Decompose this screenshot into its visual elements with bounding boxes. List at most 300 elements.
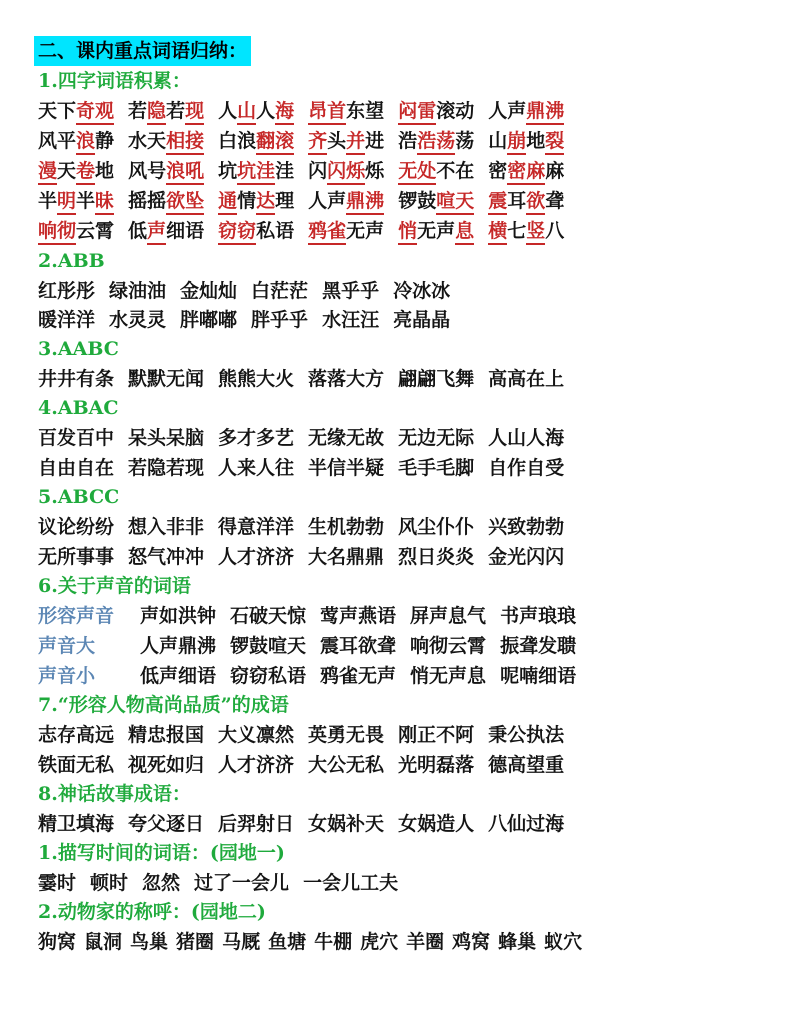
highlighted-chars: 声 (147, 220, 166, 245)
plain-chars: 私语 (256, 220, 295, 242)
plain-chars: 默默无闻 (128, 368, 205, 390)
plain-chars: 精忠报国 (128, 724, 205, 746)
word-entry (320, 601, 396, 631)
highlighted-chars: 昧 (95, 190, 114, 215)
word-entry (142, 868, 180, 898)
word-row (38, 96, 564, 126)
plain-chars: 想入非非 (128, 516, 205, 538)
word-row (38, 156, 564, 186)
plain-chars: 顿时 (90, 872, 129, 894)
plain-chars: 金光闪闪 (488, 546, 565, 568)
word-entry (410, 601, 486, 631)
word-entry (500, 601, 576, 631)
plain-chars: 洼 (275, 160, 295, 182)
word-entry (218, 542, 294, 572)
word-entry (38, 276, 95, 306)
plain-chars: 百发百中 (38, 427, 115, 449)
word-row (38, 601, 576, 631)
highlighted-chars: 喧天 (436, 190, 474, 215)
word-entry (128, 423, 204, 453)
word-entry (38, 364, 114, 394)
plain-chars: 风号 (128, 160, 167, 182)
plain-chars: 锣鼓喧天 (230, 635, 307, 657)
word-entry (398, 750, 474, 780)
plain-chars: 鼠洞 (84, 931, 123, 953)
word-row (38, 186, 564, 216)
highlighted-chars: 漫 (38, 160, 57, 185)
word-entry (180, 276, 237, 306)
word-entry (218, 216, 294, 246)
word-row (38, 868, 398, 898)
plain-chars: 八仙过海 (488, 813, 565, 835)
word-entry (308, 453, 384, 483)
plain-chars: 低声细语 (140, 665, 217, 687)
plain-chars: 铁面无私 (38, 754, 115, 776)
section-heading: 2.动物家的称呼：(园地二) (38, 901, 266, 923)
word-entry (38, 927, 76, 957)
plain-chars: 一会儿工夫 (303, 872, 399, 894)
word-row (38, 126, 564, 156)
plain-chars: 胖嘟嘟 (180, 309, 238, 331)
plain-chars: 志存高远 (38, 724, 115, 746)
highlighted-chars: 闪烁 (327, 160, 365, 185)
word-entry (308, 156, 384, 186)
plain-chars: 天 (57, 160, 77, 182)
word-entry (38, 868, 76, 898)
word-entry (488, 364, 564, 394)
word-entry (218, 720, 294, 750)
word-entry (488, 186, 564, 216)
highlighted-chars: 相接 (166, 130, 204, 155)
word-entry (314, 927, 352, 957)
plain-chars: 悄无声息 (410, 665, 487, 687)
highlighted-chars: 悄 (398, 220, 417, 245)
plain-chars: 女娲补天 (308, 813, 385, 835)
word-row (38, 305, 450, 335)
word-entry (128, 96, 204, 126)
plain-chars: 无边无际 (398, 427, 475, 449)
plain-chars: 细语 (166, 220, 205, 242)
plain-chars: 半 (76, 190, 96, 212)
word-entry (488, 96, 564, 126)
word-entry (308, 720, 384, 750)
plain-chars: 绿油油 (109, 280, 167, 302)
word-row (38, 750, 564, 780)
plain-chars: 落落大方 (308, 368, 385, 390)
word-entry (398, 126, 474, 156)
plain-chars: 浩 (398, 130, 418, 152)
highlighted-chars: 卷 (76, 160, 95, 185)
plain-chars: 自由自在 (38, 457, 115, 479)
word-row (38, 542, 564, 572)
plain-chars: 红彤彤 (38, 280, 96, 302)
word-row (38, 216, 564, 246)
word-row (38, 512, 564, 542)
word-entry (38, 156, 114, 186)
word-entry (452, 927, 490, 957)
plain-chars: 风平 (38, 130, 77, 152)
plain-chars: 风尘仆仆 (398, 516, 475, 538)
plain-chars: 静 (95, 130, 115, 152)
section-heading: 7.“形容人物高尚品质”的成语 (38, 694, 289, 716)
word-entry (488, 126, 564, 156)
word-row (38, 631, 576, 661)
word-entry (488, 216, 564, 246)
word-entry (128, 512, 204, 542)
word-row (38, 364, 564, 394)
plain-chars: 半信半疑 (308, 457, 385, 479)
word-entry (410, 661, 486, 691)
plain-chars: 密 (488, 160, 508, 182)
word-entry (38, 809, 114, 839)
highlighted-chars: 现 (185, 100, 204, 125)
word-entry (488, 809, 564, 839)
highlighted-chars: 山 (237, 100, 256, 125)
highlighted-chars: 浪吼 (166, 160, 204, 185)
word-entry (398, 720, 474, 750)
highlighted-chars: 鼎沸 (346, 190, 384, 215)
plain-chars: 暖洋洋 (38, 309, 96, 331)
word-entry (308, 186, 384, 216)
plain-chars: 牛棚 (314, 931, 353, 953)
plain-chars: 人才济济 (218, 754, 295, 776)
highlighted-chars: 息 (455, 220, 474, 245)
word-entry (140, 661, 216, 691)
plain-chars: 理 (275, 190, 295, 212)
highlighted-chars: 奇观 (76, 100, 114, 125)
plain-chars: 水天 (128, 130, 167, 152)
word-entry (128, 750, 204, 780)
word-entry (322, 305, 379, 335)
word-entry (398, 809, 474, 839)
section-heading: 5.ABCC (38, 486, 120, 508)
highlighted-chars: 浪 (76, 130, 95, 155)
plain-chars: 精卫填海 (38, 813, 115, 835)
highlighted-chars: 昂首 (308, 100, 346, 125)
plain-chars: 兴致勃勃 (488, 516, 565, 538)
plain-chars: 若 (166, 100, 186, 122)
word-row (38, 927, 582, 957)
section-heading: 1.四字词语积累： (38, 70, 191, 92)
section-heading: 8.神话故事成语： (38, 783, 191, 805)
word-entry (180, 305, 237, 335)
plain-chars: 七 (507, 220, 527, 242)
plain-chars: 英勇无畏 (308, 724, 385, 746)
word-entry (398, 96, 474, 126)
word-entry (140, 631, 216, 661)
plain-chars: 白茫茫 (251, 280, 309, 302)
word-entry (218, 186, 294, 216)
word-row (38, 453, 564, 483)
plain-chars: 猪圈 (176, 931, 215, 953)
word-entry (303, 868, 398, 898)
plain-chars: 羊圈 (406, 931, 445, 953)
word-entry (218, 423, 294, 453)
plain-chars: 水灵灵 (109, 309, 167, 331)
word-row (38, 276, 450, 306)
plain-chars: 亮晶晶 (393, 309, 451, 331)
plain-chars: 呢喃细语 (500, 665, 577, 687)
row-label: 声音小 (38, 665, 96, 687)
word-entry (498, 927, 536, 957)
word-entry (38, 186, 114, 216)
word-entry (393, 305, 450, 335)
plain-chars: 半 (38, 190, 58, 212)
word-row (38, 720, 564, 750)
word-entry (230, 661, 306, 691)
plain-chars: 胖乎乎 (251, 309, 309, 331)
plain-chars: 鸦雀无声 (320, 665, 397, 687)
word-entry (268, 927, 306, 957)
word-entry (218, 96, 294, 126)
plain-chars: 自作自受 (488, 457, 565, 479)
plain-chars: 无声 (417, 220, 456, 242)
word-entry (230, 601, 306, 631)
section-heading: 3.AABC (38, 338, 119, 360)
word-entry (128, 364, 204, 394)
word-entry (500, 661, 576, 691)
word-row (38, 661, 576, 691)
plain-chars: 烁 (365, 160, 385, 182)
plain-chars: 刚正不阿 (398, 724, 475, 746)
plain-chars: 后羿射日 (218, 813, 295, 835)
plain-chars: 闪 (308, 160, 328, 182)
word-entry (230, 631, 306, 661)
plain-chars: 人山人海 (488, 427, 565, 449)
plain-chars: 狗窝 (38, 931, 77, 953)
plain-chars: 鸡窝 (452, 931, 491, 953)
plain-chars: 不在 (436, 160, 475, 182)
word-entry (218, 364, 294, 394)
plain-chars: 若 (128, 100, 148, 122)
word-entry (308, 216, 384, 246)
plain-chars: 金灿灿 (180, 280, 238, 302)
word-entry (128, 156, 204, 186)
plain-chars: 大义凛然 (218, 724, 295, 746)
plain-chars: 低 (128, 220, 148, 242)
word-entry (84, 927, 122, 957)
highlighted-chars: 闷雷 (398, 100, 436, 125)
word-entry (251, 276, 308, 306)
word-entry (488, 423, 564, 453)
word-entry (393, 276, 450, 306)
plain-chars: 振聋发聩 (500, 635, 577, 657)
plain-chars: 鸟巢 (130, 931, 169, 953)
highlighted-chars: 海 (275, 100, 294, 125)
word-entry (406, 927, 444, 957)
word-entry (38, 542, 114, 572)
plain-chars: 无缘无故 (308, 427, 385, 449)
plain-chars: 麻 (545, 160, 565, 182)
highlighted-chars: 欲 (526, 190, 545, 215)
word-entry (398, 512, 474, 542)
plain-chars: 蜂巢 (498, 931, 537, 953)
highlighted-chars: 隐 (147, 100, 166, 125)
word-entry (128, 542, 204, 572)
word-entry (38, 453, 114, 483)
plain-chars: 聋 (545, 190, 565, 212)
row-label: 形容声音 (38, 605, 115, 627)
word-entry (308, 126, 384, 156)
plain-chars: 烈日炎炎 (398, 546, 475, 568)
word-entry (488, 512, 564, 542)
plain-chars: 声如洪钟 (140, 605, 217, 627)
plain-chars: 荡 (455, 130, 475, 152)
plain-chars: 怒气冲冲 (128, 546, 205, 568)
word-entry (130, 927, 168, 957)
highlighted-chars: 欲坠 (166, 190, 204, 215)
plain-chars: 议论纷纷 (38, 516, 115, 538)
row-label: 声音大 (38, 635, 96, 657)
word-entry (360, 927, 398, 957)
word-entry (38, 96, 114, 126)
plain-chars: 虎穴 (360, 931, 399, 953)
word-entry (544, 927, 582, 957)
plain-chars: 翩翩飞舞 (398, 368, 475, 390)
plain-chars: 进 (365, 130, 385, 152)
word-row (38, 809, 564, 839)
highlighted-chars: 明 (57, 190, 76, 215)
plain-chars: 鱼塘 (268, 931, 307, 953)
plain-chars: 窃窃私语 (230, 665, 307, 687)
word-entry (38, 720, 114, 750)
word-entry (398, 216, 474, 246)
plain-chars: 人 (256, 100, 276, 122)
word-entry (176, 927, 214, 957)
plain-chars: 高高在上 (488, 368, 565, 390)
plain-chars: 得意洋洋 (218, 516, 295, 538)
highlighted-chars: 并 (346, 130, 365, 155)
plain-chars: 白浪 (218, 130, 257, 152)
word-entry (488, 720, 564, 750)
word-entry (488, 542, 564, 572)
highlighted-chars: 达 (256, 190, 275, 215)
plain-chars: 大公无私 (308, 754, 385, 776)
highlighted-chars: 鼎沸 (526, 100, 564, 125)
plain-chars: 坑 (218, 160, 238, 182)
plain-chars: 地 (526, 130, 546, 152)
word-entry (500, 631, 576, 661)
word-entry (398, 186, 474, 216)
word-entry (194, 868, 289, 898)
word-entry (398, 423, 474, 453)
highlighted-chars: 翻滚 (256, 130, 294, 155)
plain-chars: 摇摇 (128, 190, 167, 212)
highlighted-chars: 崩 (507, 130, 526, 155)
plain-chars: 秉公执法 (488, 724, 565, 746)
plain-chars: 人声 (308, 190, 347, 212)
highlighted-chars: 竖 (526, 220, 545, 245)
plain-chars: 马厩 (222, 931, 261, 953)
word-entry (38, 305, 95, 335)
plain-chars: 毛手毛脚 (398, 457, 475, 479)
word-entry (128, 126, 204, 156)
word-entry (488, 156, 564, 186)
word-entry (38, 126, 114, 156)
plain-chars: 忽然 (142, 872, 181, 894)
word-entry (128, 809, 204, 839)
word-entry (398, 453, 474, 483)
plain-chars: 地 (95, 160, 115, 182)
word-entry (218, 512, 294, 542)
word-entry (218, 453, 294, 483)
plain-chars: 蚁穴 (544, 931, 583, 953)
plain-chars: 头 (327, 130, 347, 152)
word-entry (90, 868, 128, 898)
highlighted-chars: 坑洼 (237, 160, 275, 185)
word-entry (308, 364, 384, 394)
highlighted-chars: 响彻 (38, 220, 76, 245)
word-entry (320, 631, 396, 661)
plain-chars: 书声琅琅 (500, 605, 577, 627)
plain-chars: 人 (218, 100, 238, 122)
word-entry (308, 542, 384, 572)
plain-chars: 过了一会儿 (194, 872, 290, 894)
word-row (38, 423, 564, 453)
word-entry (38, 423, 114, 453)
plain-chars: 滚动 (436, 100, 475, 122)
word-entry (218, 809, 294, 839)
plain-chars: 耳 (507, 190, 527, 212)
plain-chars: 锣鼓 (398, 190, 437, 212)
highlighted-chars: 齐 (308, 130, 327, 155)
word-entry (38, 512, 114, 542)
plain-chars: 天下 (38, 100, 77, 122)
word-entry (218, 750, 294, 780)
word-entry (38, 216, 114, 246)
plain-chars: 八 (545, 220, 565, 242)
plain-chars: 东望 (346, 100, 385, 122)
word-entry (38, 750, 114, 780)
word-entry (308, 809, 384, 839)
section-heading: 2.ABB (38, 250, 105, 272)
word-entry (218, 126, 294, 156)
word-entry (308, 750, 384, 780)
section-heading: 6.关于声音的词语 (38, 575, 191, 597)
word-entry (140, 601, 216, 631)
highlighted-chars: 震 (488, 190, 507, 215)
word-entry (128, 216, 204, 246)
plain-chars: 震耳欲聋 (320, 635, 397, 657)
plain-chars: 黑乎乎 (322, 280, 380, 302)
plain-chars: 夸父逐日 (128, 813, 205, 835)
plain-chars: 莺声燕语 (320, 605, 397, 627)
plain-chars: 井井有条 (38, 368, 115, 390)
word-entry (322, 276, 379, 306)
plain-chars: 人声 (488, 100, 527, 122)
word-entry (128, 186, 204, 216)
plain-chars: 熊熊大火 (218, 368, 295, 390)
word-entry (410, 631, 486, 661)
highlighted-chars: 浩荡 (417, 130, 455, 155)
plain-chars: 水汪汪 (322, 309, 380, 331)
word-entry (128, 720, 204, 750)
plain-chars: 人来人往 (218, 457, 295, 479)
plain-chars: 人声鼎沸 (140, 635, 217, 657)
word-entry (109, 305, 166, 335)
highlighted-chars: 无处 (398, 160, 436, 185)
word-entry (308, 423, 384, 453)
word-entry (398, 156, 474, 186)
plain-chars: 若隐若现 (128, 457, 205, 479)
plain-chars: 视死如归 (128, 754, 205, 776)
plain-chars: 人才济济 (218, 546, 295, 568)
word-entry (128, 453, 204, 483)
plain-chars: 屏声息气 (410, 605, 487, 627)
word-entry (308, 512, 384, 542)
plain-chars: 石破天惊 (230, 605, 307, 627)
plain-chars: 光明磊落 (398, 754, 475, 776)
